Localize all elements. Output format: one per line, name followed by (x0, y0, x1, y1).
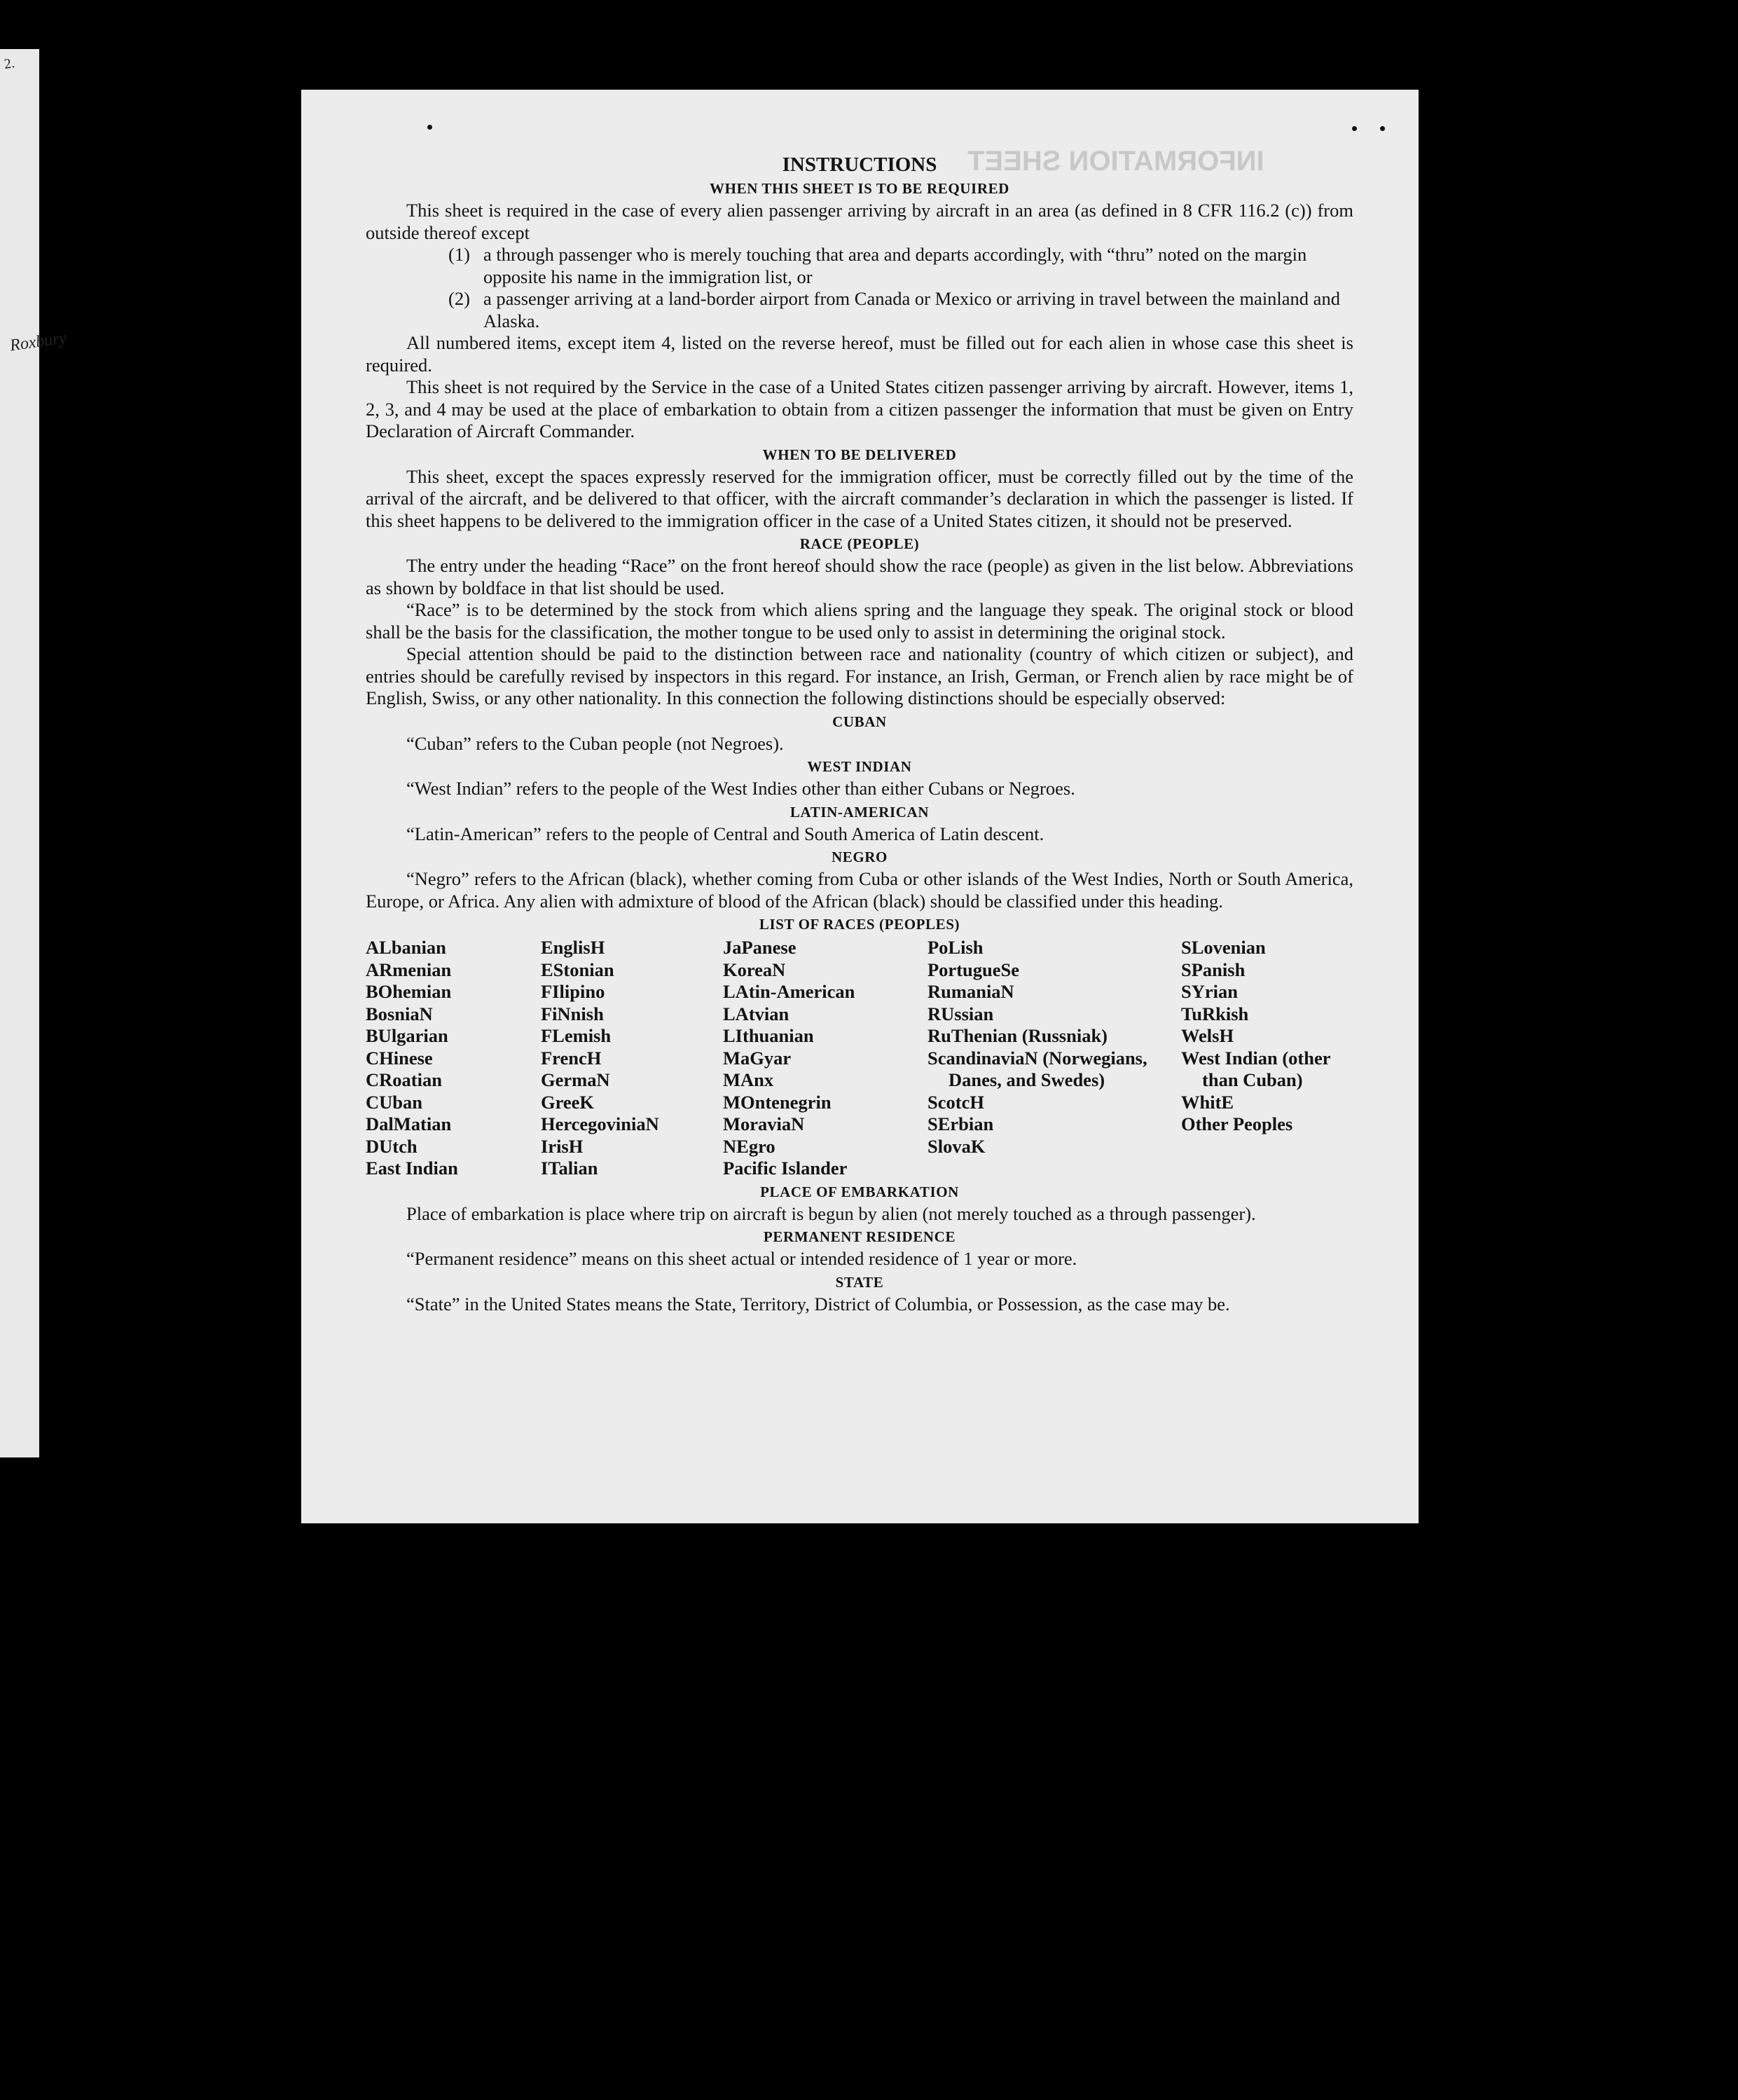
race-entry: WelsH (1181, 1025, 1234, 1046)
paragraph: The entry under the heading “Race” on the front hereof should show the race (people) as given in the list below. Abbreviations as shown by boldface in that list should be used. (366, 555, 1353, 598)
race-entry: WhitE (1181, 1091, 1234, 1113)
race-entry: EStonian (541, 959, 614, 980)
heading-residence: PERMANENT RESIDENCE (763, 1228, 956, 1245)
paragraph: “Permanent residence” means on this sheet actual or intended residence of 1 year or more. (406, 1248, 1077, 1269)
race-entry: MaGyar (723, 1047, 792, 1069)
margin-mark-number: 2. (3, 55, 16, 72)
race-entry: CRoatian (366, 1069, 442, 1090)
race-entry: SLovenian (1181, 937, 1266, 958)
heading-when-required: WHEN THIS SHEET IS TO BE REQUIRED (710, 180, 1009, 197)
races-table (366, 937, 1353, 1180)
race-entry: IrisH (541, 1135, 584, 1157)
paragraph: “Race” is to be determined by the stock from which aliens spring and the language they speak. The original stock or blood shall be the basis for the classification, the mother tongue to be used only to assist in determining the original stock. (366, 599, 1353, 643)
race-column (927, 937, 1181, 1180)
race-entry: BUlgarian (366, 1025, 448, 1046)
heading-embarkation: PLACE OF EMBARKATION (760, 1183, 959, 1200)
paragraph: This sheet is not required by the Service in the case of a United States citizen passenger arriving by aircraft. However, items 1, 2, 3, and 4 may be used at the place of embarkation to obtain from a citizen passenger the information that must be given on Entry Declaration of Aircraft Commander. (366, 376, 1353, 441)
item-text: a through passenger who is merely touching that area and departs accordingly, with “thru” noted on the margin opposite his name in the immigration list, or (483, 244, 1307, 287)
heading-list-of-races: LIST OF RACES (PEOPLES) (759, 916, 960, 933)
heading-when-delivered: WHEN TO BE DELIVERED (762, 446, 957, 463)
race-entry: PoLish (927, 937, 984, 958)
race-entry: ScandinaviaN (Norwegians, Danes, and Swedes) (927, 1047, 1147, 1090)
race-entry: East Indian (366, 1158, 458, 1179)
paragraph: “Negro” refers to the African (black), whether coming from Cuba or other islands of the West Indies, North or South America, Europe, or Africa. Any alien with admixture of blood of the African (black) should be classified under this heading. (366, 868, 1353, 912)
race-entry: ScotcH (927, 1091, 984, 1113)
race-entry: MAnx (723, 1069, 774, 1090)
race-entry: SlovaK (927, 1135, 986, 1157)
race-entry: FLemish (541, 1025, 612, 1046)
race-entry: GreeK (541, 1091, 595, 1113)
race-entry: NEgro (723, 1135, 775, 1157)
race-entry: BOhemian (366, 981, 452, 1002)
race-entry: SPanish (1181, 959, 1246, 980)
race-entry: LAtvian (723, 1003, 789, 1024)
paragraph: “State” in the United States means the State, Territory, District of Columbia, or Possession, as the case may be. (406, 1293, 1230, 1315)
race-entry: RUssian (927, 1003, 994, 1024)
heading-west-indian: WEST INDIAN (807, 758, 912, 775)
heading-cuban: CUBAN (832, 713, 887, 730)
race-entry: HercegoviniaN (541, 1113, 659, 1134)
race-column (723, 937, 927, 1180)
race-entry: MOntenegrin (723, 1091, 832, 1113)
race-entry: BosniaN (366, 1003, 433, 1024)
race-entry: TuRkish (1181, 1003, 1249, 1024)
race-entry: DalMatian (366, 1113, 452, 1134)
race-entry: RumaniaN (927, 981, 1014, 1002)
race-entry: LAtin-American (723, 981, 855, 1002)
race-entry: CHinese (366, 1047, 433, 1069)
race-entry: FiNnish (541, 1003, 604, 1024)
heading-race: RACE (PEOPLE) (799, 535, 920, 552)
race-entry: CUban (366, 1091, 423, 1113)
bleed-through-text: INFORMATION SHEET (967, 146, 1264, 177)
paragraph: “West Indian” refers to the people of the West Indies other than either Cubans or Negroes. (406, 778, 1075, 799)
list-item (448, 288, 1353, 332)
page-title: INSTRUCTIONS (782, 153, 937, 176)
race-column (366, 937, 541, 1180)
paragraph: All numbered items, except item 4, listed on the reverse hereof, must be filled out for each alien in whose case this sheet is required. (366, 332, 1353, 376)
margin-handwriting: Roxbury (8, 329, 68, 355)
heading-latin-american: LATIN-AMERICAN (789, 803, 930, 821)
race-entry: SErbian (927, 1113, 994, 1134)
race-entry: KoreaN (723, 959, 786, 980)
race-entry: FIlipino (541, 981, 605, 1002)
item-number: (2) (448, 288, 470, 309)
paragraph: “Cuban” refers to the Cuban people (not Negroes). (406, 732, 784, 754)
adjacent-page-strip (0, 49, 68, 1457)
speck (1352, 126, 1357, 131)
paragraph: This sheet is required in the case of every alien passenger arriving by aircraft in an area (as defined in 8 CFR 116.2 (c)) from outside thereof except (366, 200, 1353, 243)
race-entry: Other Peoples (1181, 1113, 1293, 1134)
race-entry: ARmenian (366, 959, 452, 980)
race-entry: ITalian (541, 1158, 598, 1179)
paragraph: Special attention should be paid to the distinction between race and nationality (country of which citizen or subject), and entries should be carefully revised by inspectors in this regard. For instance, an Irish, German, or French alien by race might be of English, Swiss, or any other nationality. In this connection the following distinctions should be especially observed: (366, 643, 1353, 708)
item-text: a passenger arriving at a land-border airport from Canada or Mexico or arriving in travel between the mainland and Alaska. (483, 288, 1340, 331)
race-entry: SYrian (1181, 981, 1238, 1002)
race-entry: MoraviaN (723, 1113, 805, 1134)
speck (427, 125, 432, 130)
paragraph: This sheet, except the spaces expressly reserved for the immigration officer, must be correctly filled out by the time of the arrival of the aircraft, and be delivered to that officer, with the aircraft commander’s declaration in which the passenger is listed. If this sheet happens to be delivered to the immigration officer in the case of a United States citizen, it should not be preserved. (366, 465, 1353, 531)
race-entry: West Indian (other than Cuban) (1181, 1047, 1331, 1090)
race-entry: PortugueSe (927, 959, 1020, 980)
paragraph: Place of embarkation is place where trip on aircraft is begun by alien (not merely touched as a through passenger). (406, 1202, 1256, 1224)
race-entry: EnglisH (541, 937, 605, 958)
race-column (1181, 937, 1353, 1180)
list-item (448, 244, 1353, 288)
race-column (541, 937, 723, 1180)
instructions-text (366, 153, 1353, 1315)
heading-negro: NEGRO (831, 849, 888, 865)
item-number: (1) (448, 244, 470, 265)
race-entry: JaPanese (723, 937, 796, 958)
race-entry: FrencH (541, 1047, 602, 1069)
speck (1380, 126, 1385, 131)
race-entry: ALbanian (366, 937, 446, 958)
race-entry: DUtch (366, 1135, 418, 1157)
paragraph: “Latin-American” refers to the people of Central and South America of Latin descent. (406, 823, 1044, 844)
race-entry: LIthuanian (723, 1025, 814, 1046)
race-entry: RuThenian (Russniak) (927, 1025, 1108, 1046)
race-entry: Pacific Islander (723, 1158, 848, 1179)
race-entry: GermaN (541, 1069, 610, 1090)
heading-state: STATE (835, 1273, 884, 1291)
document-page (301, 90, 1419, 1523)
